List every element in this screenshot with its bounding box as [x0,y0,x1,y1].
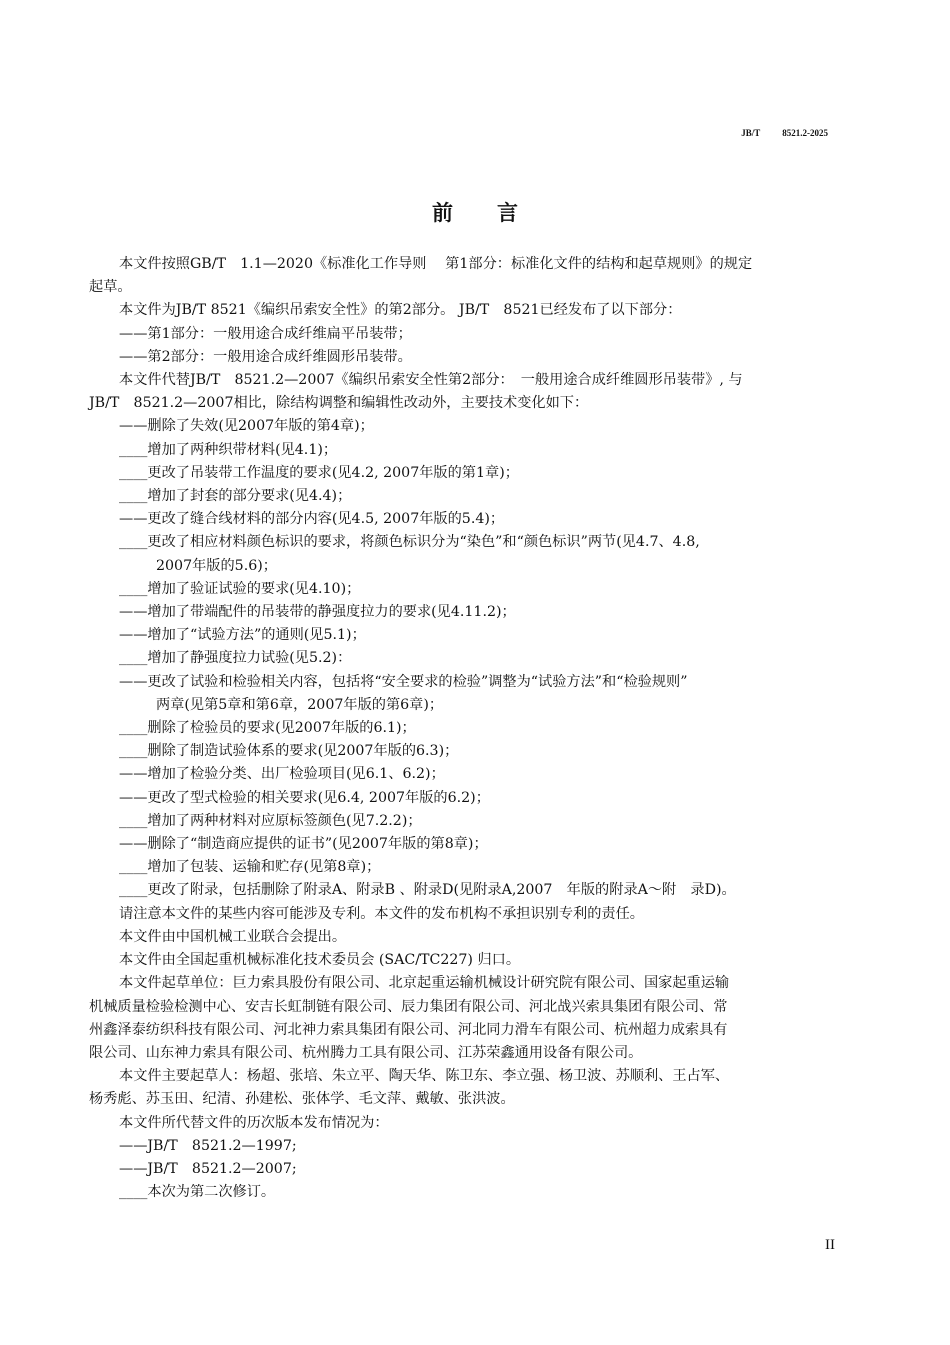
change-item: ——更改了试验和检验相关内容，包括将“安全要求的检验”调整为“试验方法”和“检验规则” [119,673,688,690]
list-item: ——第2部分：一般用途合成纤维圆形吊装带。 [119,348,412,365]
change-item: ——删除了“制造商应提供的证书”(见2007年版的第8章)； [119,836,488,853]
page-number: II [825,1237,835,1253]
change-item: ____更改了吊装带工作温度的要求(见4.2, 2007年版的第1章)； [119,464,519,481]
paragraph-line: 杨秀彪、苏玉田、纪清、孙建松、张体学、毛文萍、戴敏、张洪波。 [89,1091,515,1108]
change-item: ____增加了封套的部分要求(见4.4)； [119,488,352,505]
change-item: ____增加了两种材料对应原标签颜色(见7.2.2)； [119,812,422,829]
change-item: ——增加了“试验方法”的通则(见5.1)； [119,627,366,644]
change-item: ——增加了检验分类、出厂检验项目(见6.1、6.2)； [119,766,445,783]
change-item: ——增加了带端配件的吊装带的静强度拉力的要求(见4.11.2)； [119,604,516,621]
paragraph-line: 本文件主要起草人：杨超、张培、朱立平、陶天华、陈卫东、李立强、杨卫波、苏顺利、王占军、 [119,1068,730,1085]
change-item: ____增加了包装、运输和贮存(见第8章)； [119,859,381,876]
history-item: ——JB/T 8521.2—2007; [119,1160,297,1177]
paragraph-line: 本文件所代替文件的历次版本发布情况为： [119,1114,389,1131]
foreword-body [89,253,839,1204]
change-item: ____更改了相应材料颜色标识的要求，将颜色标识分为“染色”和“颜色标识”两节(见4.7、4.8, [119,534,700,551]
change-item: ____更改了附录，包括删除了附录A、附录B 、附录D(见附录A,2007 年版的附录A～附 录D)。 [119,882,736,899]
document-code-header [719,128,828,138]
title-char-2: 言 [497,201,518,225]
change-item: ——更改了型式检验的相关要求(见6.4, 2007年版的6.2)； [119,789,490,806]
change-item: ——更改了缝合线材料的部分内容(见4.5, 2007年版的5.4)； [119,511,505,528]
change-item-continued [89,555,839,578]
paragraph-line: 本文件按照GB/T 1.1—2020《标准化工作导则 第1部分：标准化文件的结构和起草规则》的规定 [119,256,753,272]
paragraph-line: 请注意本文件的某些内容可能涉及专利。本文件的发布机构不承担识别专利的责任。 [119,905,644,922]
change-item: ____增加了验证试验的要求(见4.10)； [119,580,361,597]
list-item: ——第1部分：一般用途合成纤维扁平吊装带； [119,325,412,342]
title-char-1: 前 [432,201,453,225]
paragraph-line: 限公司、山东神力索具有限公司、杭州腾力工具有限公司、江苏荣鑫通用设备有限公司。 [89,1044,643,1061]
continuation-text: 2007年版的5.6)； [156,557,277,574]
paragraph-line: 州鑫泽泰纺织科技有限公司、河北神力索具集团有限公司、河北同力滑车有限公司、杭州超力成索具有 [89,1021,728,1038]
change-item: ____删除了检验员的要求(见2007年版的6.1)； [119,720,416,737]
page-title [0,197,950,227]
paragraph-line: 本文件由中国机械工业联合会提出。 [119,928,347,945]
paragraph-line: 本文件起草单位：巨力索具股份有限公司、北京起重运输机械设计研究院有限公司、国家起重运输 [119,975,730,992]
change-item-continued [89,694,839,717]
paragraph-line: JB/T 8521.2—2007相比，除结构调整和编辑性改动外，主要技术变化如下： [89,395,589,412]
paragraph-line: 本文件由全国起重机械标准化技术委员会 (SAC/TC227) 归口。 [119,952,521,969]
change-item: ____增加了两种织带材料(见4.1)； [119,441,338,458]
standard-number: 8521.2-2025 [782,128,828,138]
change-item: ——删除了失效(见2007年版的第4章)； [119,418,374,435]
change-item: ____增加了静强度拉力试验(见5.2)： [119,650,352,667]
continuation-text: 两章(见第5章和第6章，2007年版的第6章)； [156,696,444,713]
paragraph-line: 本文件为JB/T 8521《编织吊索安全性》的第2部分。 JB/T 8521已经发布了以下部分： [119,302,682,319]
paragraph-line: 本文件代替JB/T 8521.2—2007《编织吊索安全性第2部分： 一般用途合成纤维圆形吊装带》, 与 [119,372,743,389]
history-item: ——JB/T 8521.2—1997; [119,1137,297,1154]
change-item: ____删除了制造试验体系的要求(见2007年版的6.3)； [119,743,459,760]
paragraph-line: 起草。 [89,279,132,296]
standard-code: JB/T [741,128,761,138]
history-item: ____本次为第二次修订。 [119,1184,276,1201]
paragraph-line: 机械质量检验检测中心、安吉长虹制链有限公司、辰力集团有限公司、河北战兴索具集团有限公司、常 [89,998,728,1015]
